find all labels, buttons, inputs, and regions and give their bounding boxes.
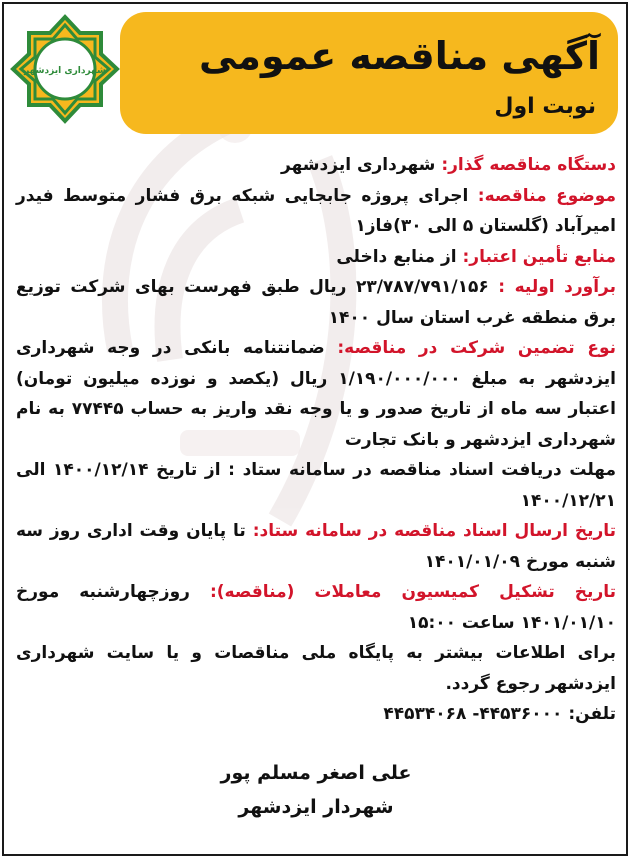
section-label: تاریخ ارسال اسناد مناقصه در سامانه ستاد: [252,521,617,541]
logo-text: شهرداری ایزدشهر [24,66,106,76]
municipality-logo-icon [10,14,120,124]
header-banner [120,12,618,134]
section-subject [16,181,616,242]
section-estimate [16,272,616,333]
signatory-title: شهردار ایزدشهر [238,796,394,818]
section-text: برای اطلاعات بیشتر به پایگاه ملی مناقصات و یا سایت شهرداری ایزدشهر رجوع گردد. [16,643,616,694]
section-text: اجرای پروژه جابجایی شبکه برق فشار متوسط فیدر امیرآباد (گلستان ۵ الی ۳۰)فاز۱ [16,185,616,236]
notice-round: نوبت اول [494,94,596,119]
section-text: مهلت دریافت اسناد مناقصه در سامانه ستاد : از تاریخ ۱۴۰۰/۱۲/۱۴ الی ۱۴۰۰/۱۲/۲۱ [16,460,617,511]
section-text: ۲۳/۷۸۷/۷۹۱/۱۵۶ ریال طبق فهرست بهای شرکت توزیع برق منطقه غرب استان سال ۱۴۰۰ [16,277,616,328]
notice-body [16,150,616,730]
section-funding [16,242,616,273]
section-guarantee [16,333,616,455]
section-text: شهرداری ایزدشهر [281,155,436,175]
signatory-name: علی اصغر مسلم پور [220,762,412,784]
section-submission-date [16,516,616,577]
section-label: موضوع مناقصه: [477,185,616,206]
section-label: دستگاه مناقصه گذار: [441,155,616,175]
section-text: از منابع داخلی [336,246,457,267]
section-organizer [16,150,616,181]
phone-line [16,699,616,730]
phone-label: تلفن: [568,704,616,724]
section-label: منابع تأمین اعتبار: [462,246,616,267]
section-label: تاریخ تشکیل کمیسیون معاملات (مناقصه): [209,582,616,602]
phone-value: ۴۴۵۳۶۰۰۰- ۴۴۵۳۴۰۶۸ [383,704,563,724]
section-more-info [16,638,616,699]
section-commission-date [16,577,616,638]
section-text: تا پایان وقت اداری روز سه شنبه مورخ ۱۴۰۱/۰۱/۰۹ [16,521,616,572]
section-label: نوع تضمین شرکت در مناقصه: [337,338,617,358]
notice-title: آگهی مناقصه عمومی [198,34,600,78]
section-text: روزچهارشنبه مورخ ۱۴۰۱/۰۱/۱۰ ساعت ۱۵:۰۰ [16,582,616,633]
section-label: برآورد اولیه : [498,277,616,297]
section-document-deadline [16,455,616,516]
section-text: ضمانتنامه بانکی در وجه شهرداری ایزدشهر به مبلغ ۱/۱۹۰/۰۰۰/۰۰۰ ریال (یکصد و نوزده میلیون تومان) اعتبار سه ماه از تاریخ صدور و یا وجه نقد واریز به حساب ۷۷۴۴۵ به نام شهرداری ایزدشهر و بانک تجارت [16,338,616,450]
